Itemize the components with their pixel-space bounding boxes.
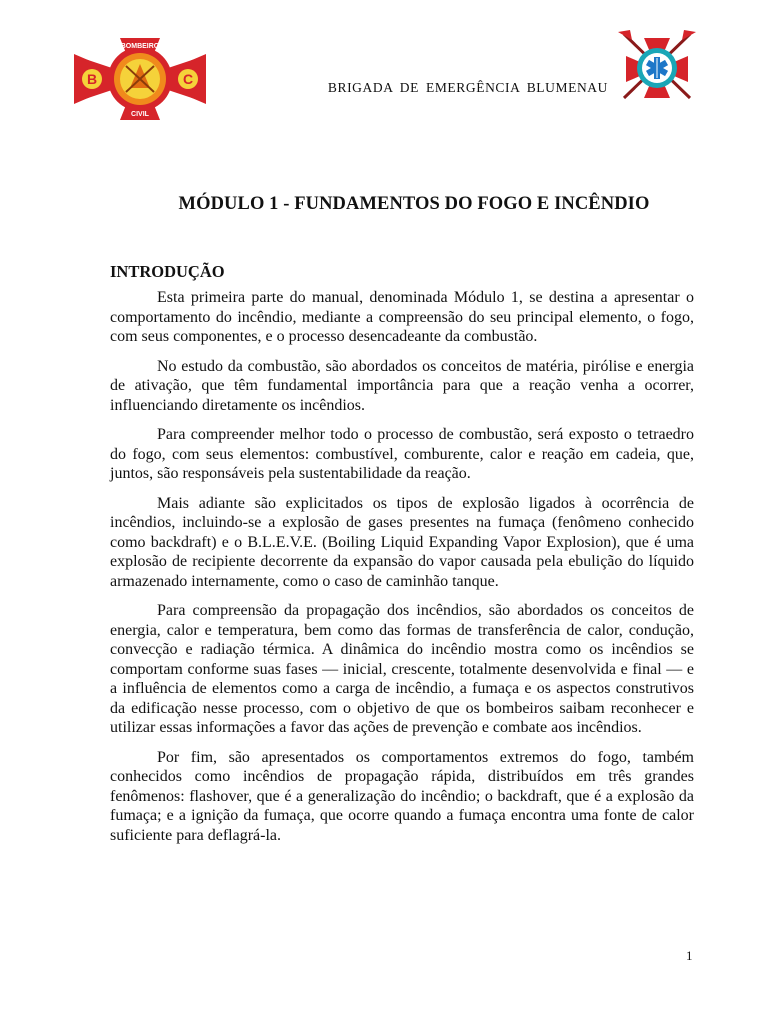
paragraph: Para compreensão da propagação dos incêndios, são abordados os conceitos de energia, calor e temperatura, bem como das formas de transferência de calor, condução, convecção e radiação térmica. A dinâmica do incêndio mostra como os incêndios se comportam conforme suas fases — inicial, crescente, totalmente desenvolvida e final — e a influência de elementos como a carga de incêndio, a fumaça e os aspectos construtivos da edificação nesse processo, com o objetivo de que os bombeiros saibam reconhecer e utilizar essas informações a favor das ações de prevenção e combate aos incêndios. <box>110 602 694 736</box>
organization-header: BRIGADA DE EMERGÊNCIA BLUMENAU <box>327 80 608 95</box>
document-body <box>110 262 694 855</box>
paragraph: Por fim, são apresentados os comportamentos extremos do fogo, também conhecidos como incêndios de propagação rápida, distribuídos em três grandes fenômenos: flashover, que é a generalização do incêndio; o backdraft, que é a explosão da fumaça; e a ignição da fumaça, que ocorre quando a fumaça encontra uma fonte de calor suficiente para deflagrá-la. <box>110 748 694 844</box>
paragraph: Para compreender melhor todo o processo de combustão, será exposto o tetraedro do fogo, com seus elementos: combustível, comburente, calor e reação em cadeia, que, juntos, são responsáveis pela sustentabilidade da reação. <box>110 426 694 482</box>
module-title: MÓDULO 1 - FUNDAMENTOS DO FOGO E INCÊNDIO <box>178 194 650 214</box>
brigada-blumenau-logo <box>616 28 698 102</box>
paragraph: Mais adiante são explicitados os tipos de explosão ligados à ocorrência de incêndios, incluindo-se a explosão de gases presentes na fumaça (fenômeno conhecido como backdraft) e o B.L.E.V.E. (Boiling Liquid Expanding Vapor Explosion), que é uma explosão de recipiente decorrente da expansão do vapor causada pela ebulição do líquido armazenado internamente, como o caso de caminhão tanque. <box>110 494 694 590</box>
bombeiro-civil-logo <box>72 36 208 122</box>
paragraph: No estudo da combustão, são abordados os conceitos de matéria, pirólise e energia de ativação, que têm fundamental importância para que a reação venha a ocorrer, influenciando diretamente os incêndios. <box>110 357 694 414</box>
svg-text:BOMBEIRO: BOMBEIRO <box>120 43 160 50</box>
section-heading: INTRODUÇÃO <box>110 262 225 281</box>
svg-text:C: C <box>182 71 194 87</box>
paragraph: Esta primeira parte do manual, denominada Módulo 1, se destina a apresentar o comportamento do incêndio, mediante a compreensão do seu principal elemento, o fogo, com seus componentes, e o processo desencadeante da combustão. <box>110 289 694 345</box>
svg-text:B: B <box>86 71 98 87</box>
svg-text:CIVIL: CIVIL <box>131 111 149 118</box>
page-number: 1 <box>686 948 693 963</box>
